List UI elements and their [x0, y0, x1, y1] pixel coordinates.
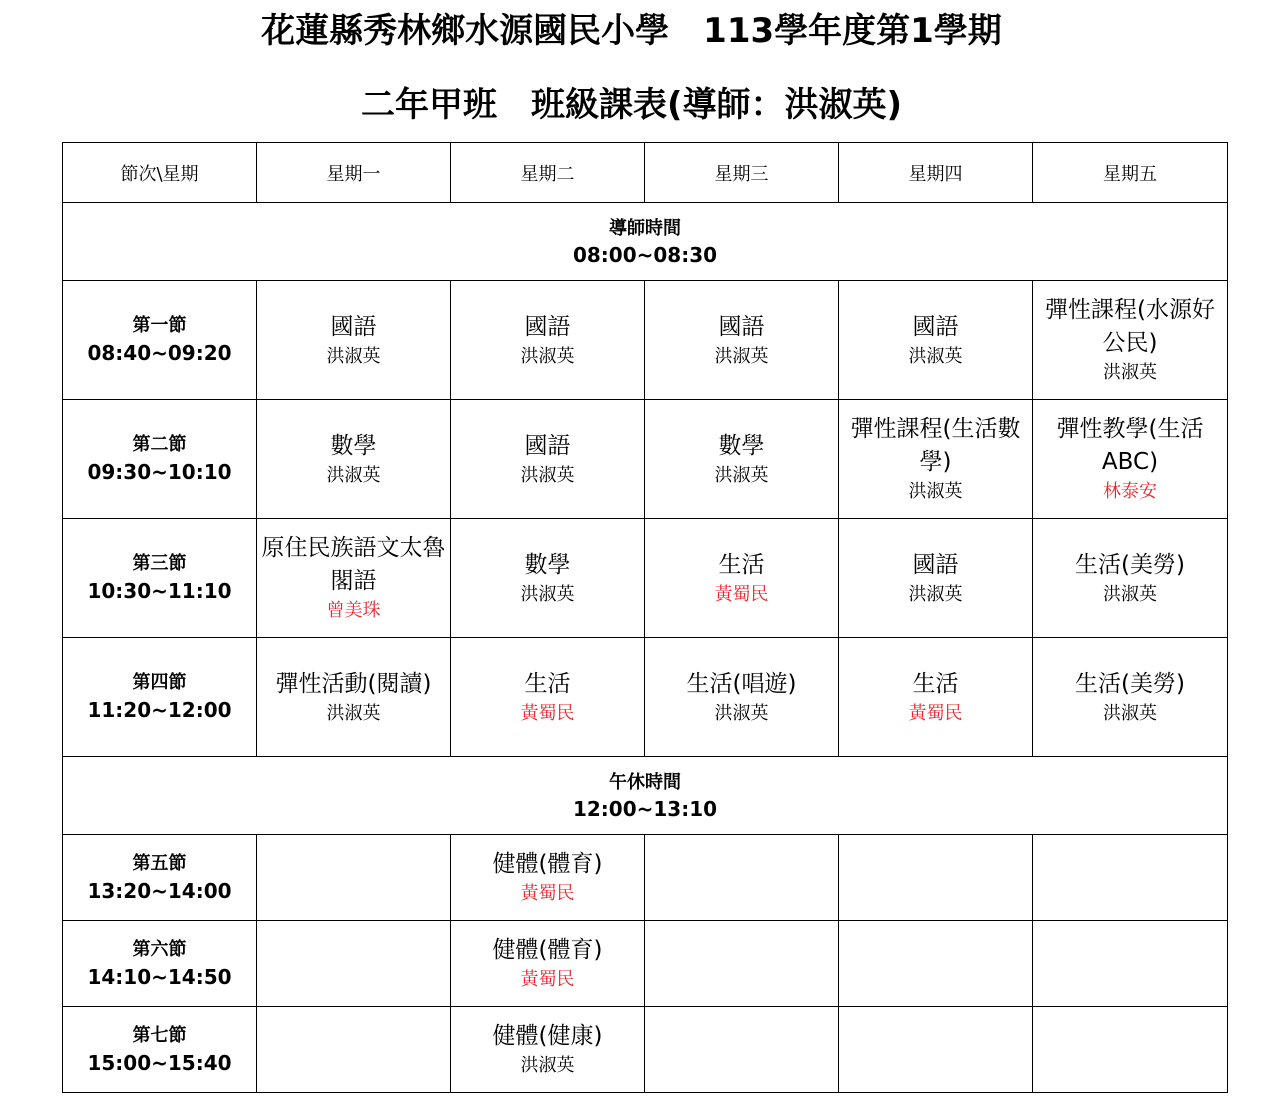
class-cell	[645, 519, 839, 638]
teacher-name: 洪淑英	[714, 345, 769, 367]
teacher-name: 洪淑英	[326, 702, 381, 724]
teacher-name: 黃蜀民	[520, 702, 575, 724]
class-cell	[257, 835, 451, 921]
subject-name: 彈性課程(水源好公民)	[1045, 297, 1215, 356]
subject-name: 彈性課程(生活數學)	[850, 416, 1021, 475]
period-name: 第一節	[132, 315, 187, 336]
class-cell	[257, 281, 451, 400]
teacher-name: 黃蜀民	[714, 583, 769, 605]
subject-name: 健體(健康)	[492, 1023, 603, 1049]
period-label-cell	[63, 400, 257, 519]
teacher-name: 洪淑英	[1103, 362, 1157, 383]
teacher-name: 曾美珠	[326, 600, 381, 621]
class-cell	[839, 400, 1033, 519]
period-label-cell	[63, 519, 257, 638]
header-row	[63, 143, 1228, 203]
period-name: 第三節	[132, 553, 187, 574]
period-time: 09:30~10:10	[87, 460, 232, 484]
header-wednesday: 星期三	[645, 143, 839, 203]
class-cell	[1033, 281, 1228, 400]
subject-name: 國語	[912, 313, 959, 340]
class-schedule-title: 二年甲班 班級課表(導師：洪淑英)	[360, 85, 903, 125]
teacher-name: 洪淑英	[520, 345, 575, 367]
subject-name: 國語	[912, 551, 959, 578]
period-row	[63, 519, 1228, 638]
header-friday: 星期五	[1033, 143, 1228, 203]
teacher-name: 洪淑英	[326, 345, 381, 367]
class-cell	[257, 400, 451, 519]
period-time: 11:20~12:00	[87, 698, 232, 722]
period-name: 第六節	[132, 938, 187, 960]
teacher-name: 洪淑英	[520, 464, 575, 486]
class-cell	[257, 1007, 451, 1093]
teacher-name: 洪淑英	[520, 1055, 575, 1076]
subject-name: 生活	[718, 551, 765, 578]
period-label-cell	[63, 638, 257, 757]
lunch-break-cell	[63, 757, 1228, 835]
subject-name: 生活	[524, 670, 571, 697]
period-row	[63, 835, 1228, 921]
subject-name: 健體(體育)	[492, 937, 603, 963]
class-cell	[839, 638, 1033, 757]
homeroom-break-label: 導師時間	[609, 217, 681, 239]
header-monday: 星期一	[257, 143, 451, 203]
period-time: 08:40~09:20	[87, 341, 232, 365]
teacher-name: 洪淑英	[326, 464, 381, 486]
class-cell	[451, 519, 645, 638]
class-cell	[839, 921, 1033, 1007]
class-cell	[839, 1007, 1033, 1093]
teacher-name: 洪淑英	[908, 345, 963, 367]
subject-name: 彈性教學(生活ABC)	[1056, 416, 1204, 475]
subject-name: 原住民族語文太魯閣語	[261, 535, 446, 594]
teacher-name: 洪淑英	[714, 702, 769, 724]
subject-name: 數學	[524, 551, 571, 578]
class-cell	[839, 835, 1033, 921]
class-cell	[645, 281, 839, 400]
period-label-cell	[63, 835, 257, 921]
period-row	[63, 638, 1228, 757]
header-thursday: 星期四	[839, 143, 1033, 203]
period-row	[63, 921, 1228, 1007]
class-cell	[645, 835, 839, 921]
class-cell	[451, 281, 645, 400]
period-name: 第四節	[132, 672, 187, 693]
teacher-name: 黃蜀民	[520, 883, 575, 904]
subject-name: 國語	[330, 313, 377, 340]
teacher-name: 洪淑英	[1103, 583, 1157, 605]
school-term-title: 花蓮縣秀林鄉水源國民小學 113學年度第1學期	[261, 11, 1002, 51]
teacher-name: 洪淑英	[520, 583, 575, 605]
class-cell	[1033, 921, 1228, 1007]
subject-name: 國語	[718, 313, 765, 340]
class-cell	[451, 400, 645, 519]
period-row	[63, 1007, 1228, 1093]
subject-name: 國語	[524, 432, 571, 459]
period-label-cell	[63, 1007, 257, 1093]
period-label-cell	[63, 921, 257, 1007]
subject-name: 數學	[718, 432, 765, 459]
teacher-name: 洪淑英	[714, 464, 769, 486]
teacher-name: 黃蜀民	[908, 702, 963, 724]
teacher-name: 黃蜀民	[520, 969, 575, 990]
period-row	[63, 281, 1228, 400]
lunch-break-label: 午休時間	[609, 771, 681, 793]
header-period-day: 節次\星期	[63, 143, 257, 203]
teacher-name: 洪淑英	[908, 481, 963, 502]
homeroom-break-cell	[63, 203, 1228, 281]
period-label-cell	[63, 281, 257, 400]
period-name: 第二節	[132, 434, 187, 455]
teacher-name: 洪淑英	[1103, 702, 1157, 724]
homeroom-break-time: 08:00~08:30	[572, 242, 718, 267]
header-tuesday: 星期二	[451, 143, 645, 203]
homeroom-break-row	[63, 203, 1228, 281]
subject-name: 數學	[330, 432, 377, 459]
class-cell	[451, 835, 645, 921]
subject-name: 生活(美勞)	[1075, 670, 1185, 697]
period-row	[63, 400, 1228, 519]
teacher-name: 洪淑英	[908, 583, 963, 605]
period-time: 15:00~15:40	[87, 1050, 232, 1075]
teacher-name: 林泰安	[1103, 481, 1157, 502]
class-cell	[257, 519, 451, 638]
class-cell	[1033, 400, 1228, 519]
lunch-break-time: 12:00~13:10	[572, 796, 718, 821]
timetable	[62, 142, 1228, 1093]
class-cell	[645, 1007, 839, 1093]
period-time: 13:20~14:00	[87, 878, 232, 903]
period-name: 第五節	[132, 852, 187, 874]
period-time: 14:10~14:50	[87, 964, 232, 989]
subject-name: 生活(唱遊)	[686, 670, 797, 697]
class-cell	[1033, 519, 1228, 638]
class-cell	[257, 921, 451, 1007]
subject-name: 生活(美勞)	[1075, 551, 1185, 578]
class-cell	[839, 281, 1033, 400]
class-cell	[1033, 835, 1228, 921]
class-cell	[451, 1007, 645, 1093]
period-name: 第七節	[132, 1024, 187, 1046]
period-time: 10:30~11:10	[87, 579, 232, 603]
class-cell	[645, 921, 839, 1007]
class-cell	[645, 400, 839, 519]
subject-name: 健體(體育)	[492, 851, 603, 877]
class-cell	[451, 638, 645, 757]
class-cell	[839, 519, 1033, 638]
class-cell	[451, 921, 645, 1007]
class-cell	[257, 638, 451, 757]
subject-name: 國語	[524, 313, 571, 340]
class-cell	[1033, 1007, 1228, 1093]
subject-name: 彈性活動(閱讀)	[275, 670, 432, 697]
subject-name: 生活	[912, 670, 959, 697]
class-cell	[645, 638, 839, 757]
lunch-break-row	[63, 757, 1228, 835]
class-cell	[1033, 638, 1228, 757]
